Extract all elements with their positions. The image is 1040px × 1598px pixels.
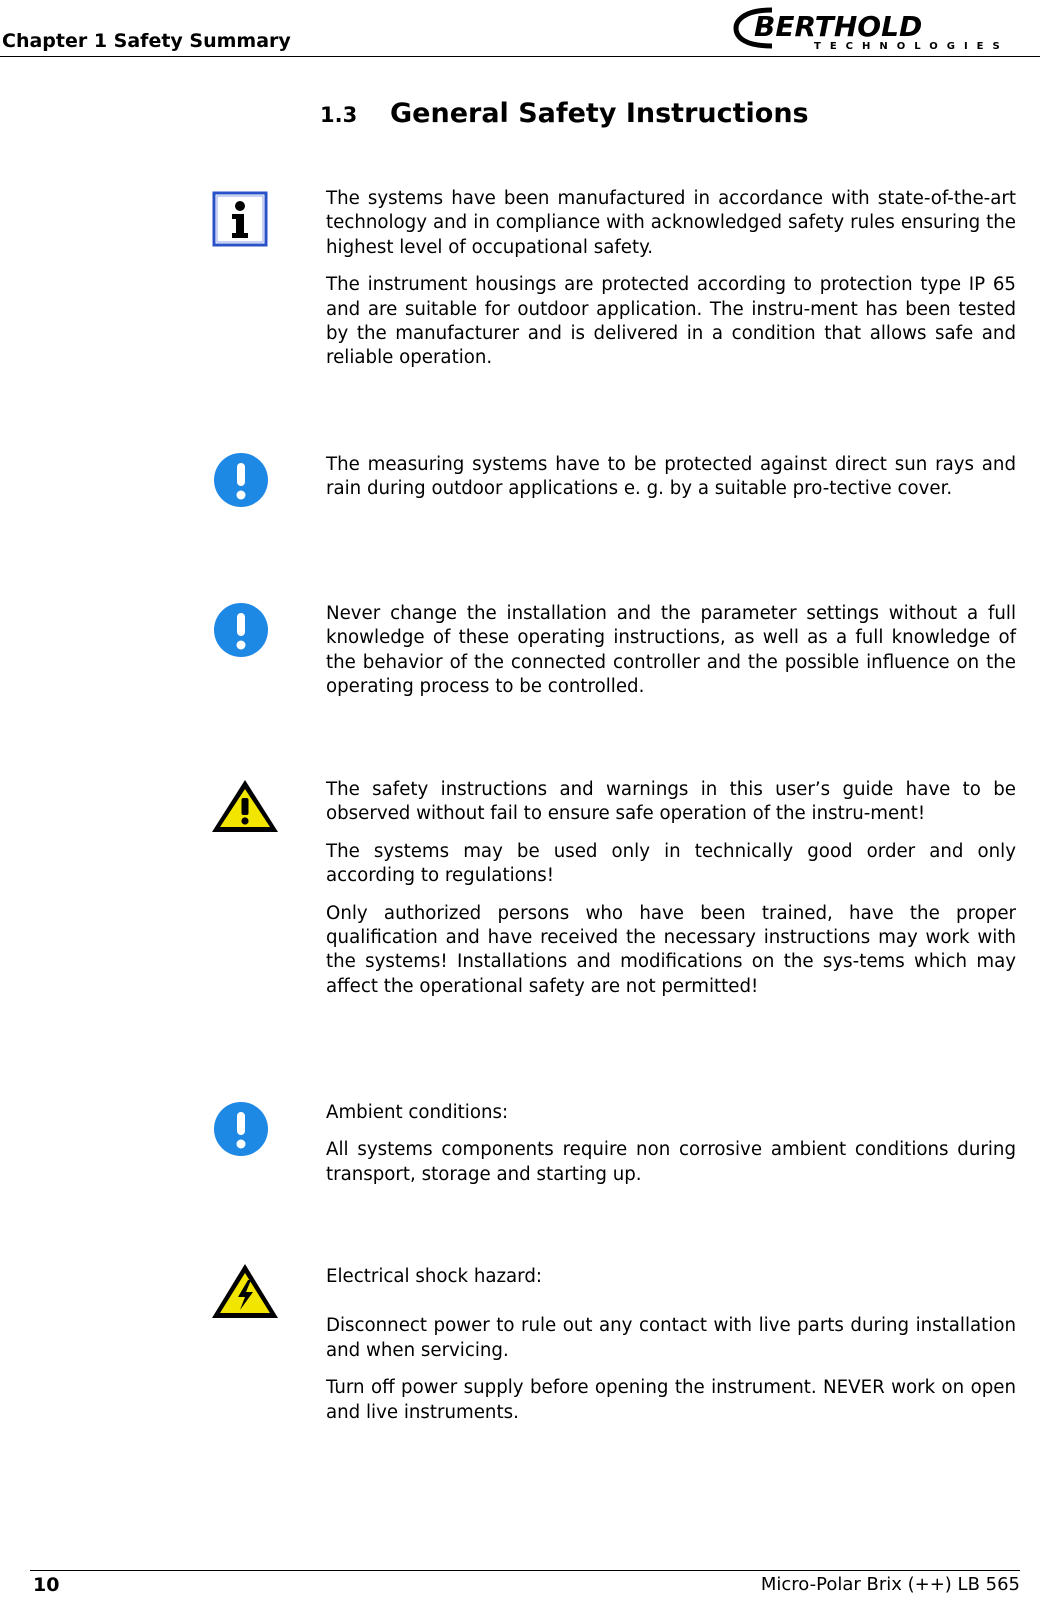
safety-warnings-block xyxy=(326,778,1016,1012)
paragraph: All systems components require non corrosive ambient conditions during transport, storage and starting up. xyxy=(326,1139,1016,1185)
section-title: General Safety Instructions xyxy=(390,98,809,129)
info-block xyxy=(326,187,1016,384)
exclamation-icon xyxy=(213,1101,269,1157)
paragraph: The systems may be used only in technically good order and only according to regulations! xyxy=(326,840,1016,887)
electrical-hazard-icon xyxy=(210,1262,280,1320)
paragraph: The instrument housings are protected according to protection type IP 65 and are suitable for outdoor application. The instru-ment has been tested by the manufacturer and is delivered in a condition that allows safe and reliable operation. xyxy=(326,274,1016,369)
chapter-title: Chapter 1 Safety Summary xyxy=(2,30,291,52)
section-number: 1.3 xyxy=(320,103,358,127)
paragraph: The systems have been manufactured in accordance with state-of-the-art technology and in compliance with acknowledged safety rules ensuring the highest level of occupational safety. xyxy=(326,188,1016,258)
ambient-conditions-block xyxy=(326,1101,1016,1200)
footer-rule xyxy=(30,1570,1020,1571)
electrical-shock-block xyxy=(326,1265,1016,1438)
logo-sub-text: TECHNOLOGIES xyxy=(814,41,1009,52)
paragraph: Only authorized persons who have been trained, have the proper qualification and have received the necessary instructions may work with the systems! Installations and modifications on the sys-tems which may affect the operational safety are not permitted! xyxy=(326,902,1016,997)
exclamation-icon xyxy=(213,602,269,658)
page-header xyxy=(0,0,1040,58)
logo-main-text: BERTHOLD xyxy=(754,10,923,43)
header-rule xyxy=(0,56,1040,57)
paragraph: The safety instructions and warnings in this user’s guide have to be observed without fail to ensure safe operation of the instru-ment! xyxy=(326,779,1016,825)
sun-rain-protection-block xyxy=(326,453,1016,515)
paragraph: Electrical shock hazard: xyxy=(326,1266,543,1287)
paragraph: Turn off power supply before opening the instrument. NEVER work on open and live instruments. xyxy=(326,1377,1016,1423)
document-name: Micro-Polar Brix (++) LB 565 xyxy=(760,1574,1020,1595)
page-number: 10 xyxy=(33,1574,60,1596)
paragraph: The measuring systems have to be protected against direct sun rays and rain during outdoor applications e. g. by a suitable pro-tective cover. xyxy=(326,454,1016,500)
exclamation-icon xyxy=(213,452,269,508)
info-icon xyxy=(212,191,268,247)
paragraph: Never change the installation and the parameter settings without a full knowledge of these operating instructions, as well as a full knowledge of the behavior of the connected controller and the possible influence on the operating process to be controlled. xyxy=(326,603,1016,698)
paragraph: Ambient conditions: xyxy=(326,1102,509,1123)
paragraph: Disconnect power to rule out any contact with live parts during installation and when servicing. xyxy=(326,1315,1016,1361)
warning-triangle-icon xyxy=(210,778,280,834)
berthold-logo xyxy=(732,4,1022,52)
section-heading xyxy=(320,98,1020,129)
parameter-settings-block xyxy=(326,602,1016,713)
